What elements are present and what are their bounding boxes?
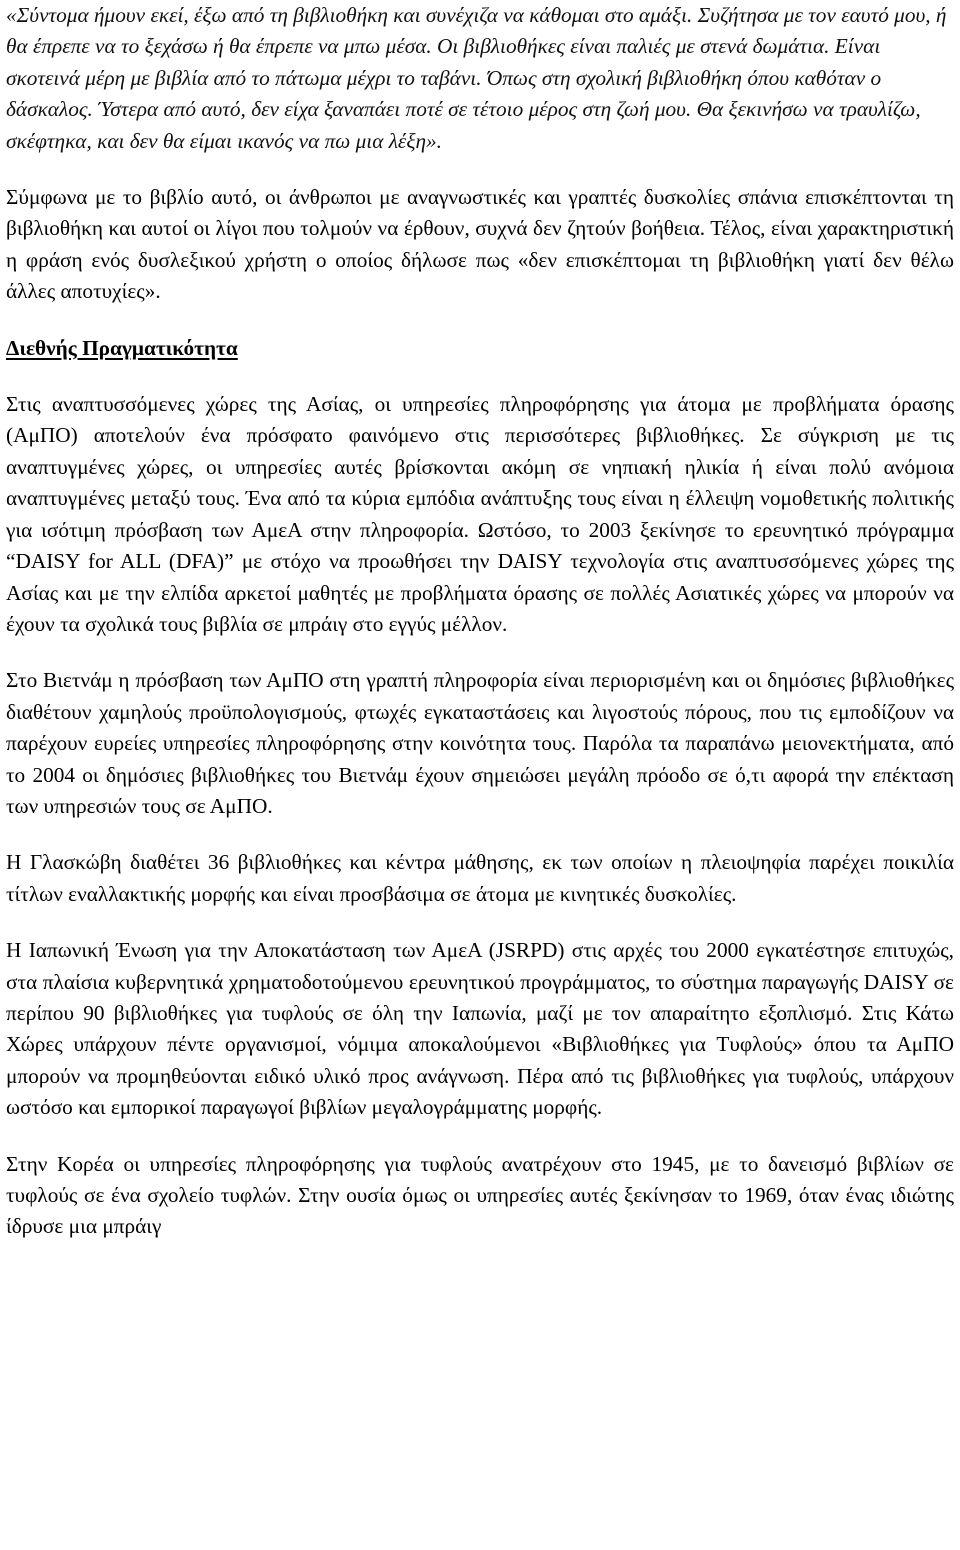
paragraph-vietnam: Στο Βιετνάμ η πρόσβαση των ΑμΠΟ στη γραπτή πληροφορία είναι περιορισμένη και οι δημόσιες βιβλιοθήκες διαθέτουν χαμηλούς προϋπολογισμούς, φτωχές εγκαταστάσεις και λιγοστούς πόρους, που τις εμποδίζουν να παρέχουν ευρείες υπηρεσίες πληροφόρησης στην κοινότητα τους. Παρόλα τα παραπάνω μειονεκτήματα, από το 2004 οι δημόσιες βιβλιοθήκες του Βιετνάμ έχουν σημειώσει μεγάλη πρόοδο σε ό,τι αφορά την επέκταση των υπηρεσιών τους σε ΑμΠΟ.: [6, 668, 954, 818]
intro-paragraph: Σύμφωνα με το βιβλίο αυτό, οι άνθρωποι με αναγνωστικές και γραπτές δυσκολίες σπάνια επισκέπτονται τη βιβλιοθήκη και αυτοί οι λίγοι που τολμούν να έρθουν, συχνά δεν ζητούν βοήθεια. Τέλος, είναι χαρακτηριστική η φράση ενός δυσλεξικού χρήστη ο οποίος δήλωσε πως «δεν επισκέπτομαι τη βιβλιοθήκη γιατί δεν θέλω άλλες αποτυχίες».: [6, 185, 954, 304]
paragraph-korea: Στην Κορέα οι υπηρεσίες πληροφόρησης για τυφλούς ανατρέχουν στο 1945, με το δανεισμό βιβλίων σε τυφλούς σε ένα σχολείο τυφλών. Στην ουσία όμως οι υπηρεσίες αυτές ξεκίνησαν το 1969, όταν ένας ιδιώτης ίδρυσε μια μπράιγ: [6, 1151, 954, 1239]
quote-paragraph: «Σύντομα ήμουν εκεί, έξω από τη βιβλιοθήκη και συνέχιζα να κάθομαι στο αμάξι. Συζήτησα με τον εαυτό μου, ή θα έπρεπε να το ξεχάσω ή θα έπρεπε να μπω μέσα. Οι βιβλιοθήκες είναι παλιές με στενά δωμάτια. Είναι σκοτεινά μέρη με βιβλία από το πάτωμα μέχρι το ταβάνι. Όπως στη σχολική βιβλιοθήκη όπου καθόταν ο δάσκαλος. Ύστερα από αυτό, δεν είχα ξαναπάει ποτέ σε τέτοιο μέρος στη ζωή μου. Θα ξεκινήσω να τραυλίζω, σκέφτηκα, και δεν θα είμαι ικανός να πω μια λέξη».: [6, 3, 947, 153]
section-heading: Διεθνής Πραγματικότητα: [6, 335, 238, 360]
document-page: [6, 0, 954, 1243]
paragraph-asia: Στις αναπτυσσόμενες χώρες της Ασίας, οι υπηρεσίες πληροφόρησης για άτομα με προβλήματα όρασης (ΑμΠΟ) αποτελούν ένα πρόσφατο φαινόμενο στις περισσότερες βιβλιοθήκες. Σε σύγκριση με τις αναπτυγμένες χώρες, οι υπηρεσίες αυτές βρίσκονται ακόμη σε νηπιακή ηλικία ή είναι πολύ ανόμοια αναπτυγμένες μεταξύ τους. Ένα από τα κύρια εμπόδια ανάπτυξης τους είναι η έλλειψη νομοθετικής πολιτικής για ισότιμη πρόσβαση των ΑμεΑ στην πληροφορία. Ωστόσο, το 2003 ξεκίνησε το ερευνητικό πρόγραμμα “DAISY for ALL (DFA)” με στόχο να προωθήσει την DAISY τεχνολογία στις αναπτυσσόμενες χώρες της Ασίας και με την ελπίδα αρκετοί μαθητές με προβλήματα όρασης σε πολλές Ασιατικές χώρες να μπορούν να έχουν τα σχολικά τους βιβλία σε μπράιγ στο εγγύς μέλλον.: [6, 392, 954, 636]
paragraph-japan-netherlands: Η Ιαπωνική Ένωση για την Αποκατάσταση των ΑμεΑ (JSRPD) στις αρχές του 2000 εγκατέστησε επιτυχώς, στα πλαίσια κυβερνητικά χρηματοδοτούμενου ερευνητικού προγράμματος, το σύστημα παραγωγής DAISY σε περίπου 90 βιβλιοθήκες για τυφλούς σε όλη την Ιαπωνία, μαζί με τον απαραίτητο εξοπλισμό. Στις Κάτω Χώρες υπάρχουν πέντε οργανισμοί, νόμιμα αποκαλούμενοι «Βιβλιοθήκες για Τυφλούς» όπου τα ΑμΠΟ μπορούν να προμηθεύονται ειδικό υλικό προς ανάγνωση. Πέρα από τις βιβλιοθήκες για τυφλούς, υπάρχουν ωστόσο και εμπορικοί παραγωγοί βιβλίων μεγαλογράμματης μορφής.: [6, 938, 954, 1120]
paragraph-glasgow: Η Γλασκώβη διαθέτει 36 βιβλιοθήκες και κέντρα μάθησης, εκ των οποίων η πλειοψηφία παρέχει ποικιλία τίτλων εναλλακτικής μορφής και είναι προσβάσιμα σε άτομα με κινητικές δυσκολίες.: [6, 850, 954, 906]
